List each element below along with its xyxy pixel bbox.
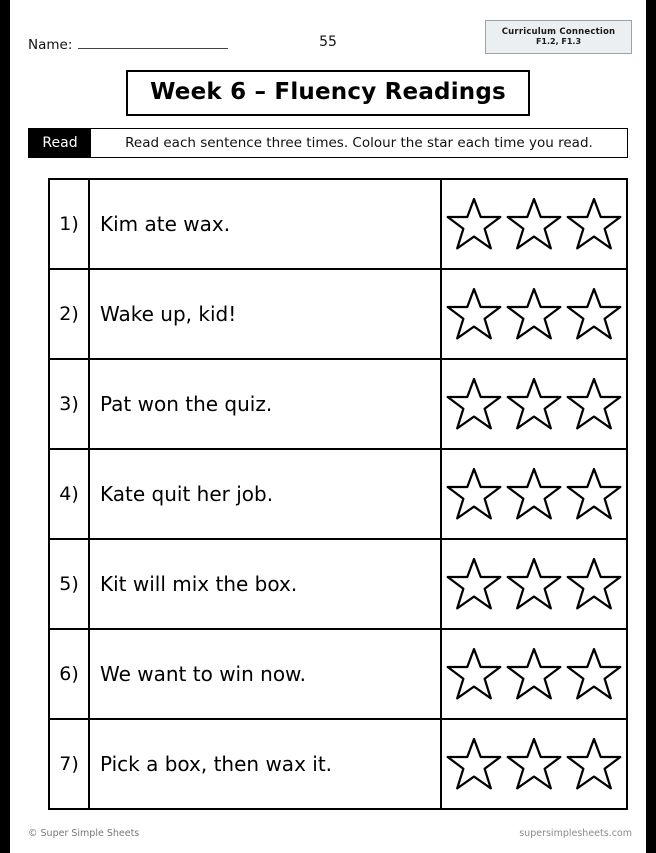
- instruction-bar: [28, 128, 628, 158]
- row-star-group: [442, 540, 626, 628]
- table-row: [50, 630, 626, 720]
- star-icon[interactable]: [506, 647, 562, 701]
- curriculum-connection-box: [485, 20, 632, 54]
- row-sentence: Kate quit her job.: [90, 450, 442, 538]
- row-number: 5): [50, 540, 90, 628]
- star-icon[interactable]: [506, 377, 562, 431]
- row-sentence: Kit will mix the box.: [90, 540, 442, 628]
- star-icon[interactable]: [506, 197, 562, 251]
- row-number: 6): [50, 630, 90, 718]
- row-star-group: [442, 180, 626, 268]
- fluency-table: [48, 178, 628, 810]
- row-number: 2): [50, 270, 90, 358]
- row-star-group: [442, 630, 626, 718]
- worksheet-header: [10, 0, 646, 62]
- star-icon[interactable]: [446, 467, 502, 521]
- star-icon[interactable]: [566, 557, 622, 611]
- star-icon[interactable]: [506, 737, 562, 791]
- star-icon[interactable]: [446, 197, 502, 251]
- curriculum-codes: F1.2, F1.3: [535, 37, 582, 47]
- row-star-group: [442, 360, 626, 448]
- star-icon[interactable]: [446, 377, 502, 431]
- table-row: [50, 360, 626, 450]
- table-row: [50, 450, 626, 540]
- star-icon[interactable]: [506, 287, 562, 341]
- row-star-group: [442, 270, 626, 358]
- star-icon[interactable]: [446, 737, 502, 791]
- row-star-group: [442, 450, 626, 538]
- table-row: [50, 180, 626, 270]
- star-icon[interactable]: [506, 467, 562, 521]
- star-icon[interactable]: [566, 467, 622, 521]
- star-icon[interactable]: [566, 737, 622, 791]
- star-icon[interactable]: [446, 287, 502, 341]
- page-footer: [28, 828, 632, 839]
- star-icon[interactable]: [446, 557, 502, 611]
- star-icon[interactable]: [566, 287, 622, 341]
- page-edge-right: [646, 0, 656, 853]
- row-sentence: We want to win now.: [90, 630, 442, 718]
- row-sentence: Pick a box, then wax it.: [90, 720, 442, 808]
- name-label: Name:: [28, 37, 73, 53]
- star-icon[interactable]: [566, 647, 622, 701]
- instruction-tag: Read: [29, 129, 91, 157]
- table-row: [50, 270, 626, 360]
- page-number: 55: [319, 34, 337, 50]
- page-title: Week 6 – Fluency Readings: [126, 70, 530, 116]
- star-icon[interactable]: [506, 557, 562, 611]
- footer-website: supersimplesheets.com: [519, 828, 632, 839]
- table-row: [50, 720, 626, 810]
- row-number: 3): [50, 360, 90, 448]
- star-icon[interactable]: [566, 197, 622, 251]
- star-icon[interactable]: [446, 647, 502, 701]
- row-sentence: Wake up, kid!: [90, 270, 442, 358]
- instruction-text: Read each sentence three times. Colour the star each time you read.: [125, 135, 593, 151]
- row-number: 4): [50, 450, 90, 538]
- table-row: [50, 540, 626, 630]
- row-number: 7): [50, 720, 90, 808]
- page-title-wrap: [10, 70, 646, 116]
- footer-copyright: © Super Simple Sheets: [28, 828, 140, 839]
- row-sentence: Pat won the quiz.: [90, 360, 442, 448]
- curriculum-title: Curriculum Connection: [501, 26, 616, 37]
- row-number: 1): [50, 180, 90, 268]
- worksheet-sheet: [10, 0, 646, 853]
- star-icon[interactable]: [566, 377, 622, 431]
- row-sentence: Kim ate wax.: [90, 180, 442, 268]
- row-star-group: [442, 720, 626, 808]
- page-edge-left: [0, 0, 10, 853]
